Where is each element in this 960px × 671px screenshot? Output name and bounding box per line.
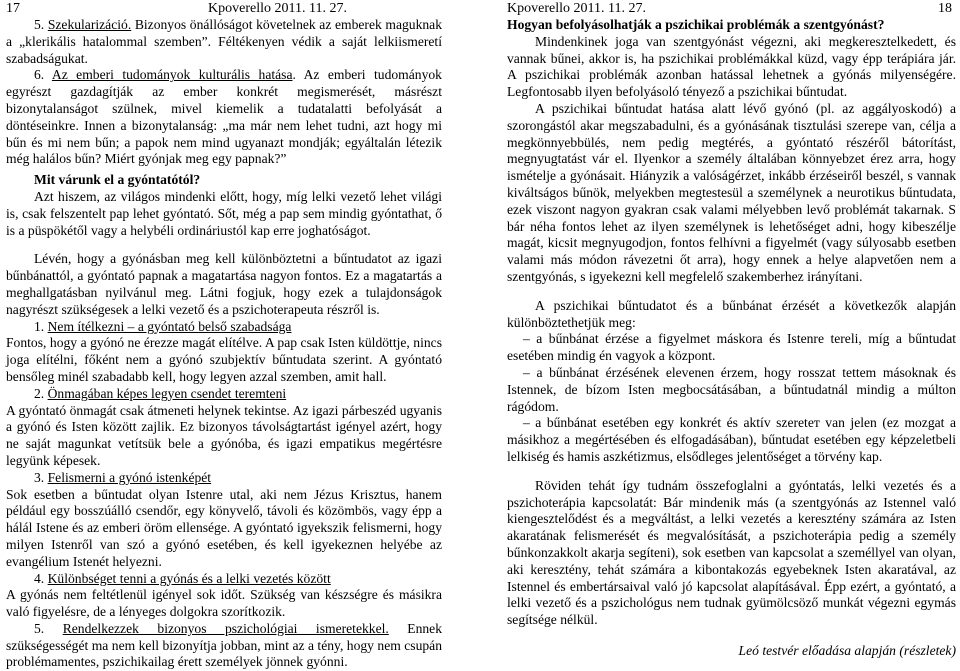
list-item: – a bűnbánat esetében egy konkrét és aktív szereteт van jelen (ez mozgat a másikhoz a megértésében és elfogadásában), bűntudat esetében egy képzeletbeli lelkiség és hamis aszkétizmus, elsődleges jelentőséget a törvény kap.: [507, 415, 956, 464]
signature: Leó testvér előadása alapján (részletek): [738, 642, 956, 658]
article-title: Hogyan befolyásolhatják a pszichikai problémák a szentgyónást?: [507, 17, 885, 32]
item-text-1: Fontos, hogy a gyónó ne érezze magát elítélve. A pap csak Isten küldöttje, nincs joga elítélni, főként nem a gyónó szubjektív bűntudata szerint. A gyóntató bensőleg minél szabadabb kell, hogy legyen azzal szemben, amit hall.: [6, 335, 442, 384]
heading-human-sciences: Az emberi tudományok kulturális hatása: [51, 67, 293, 83]
paragraph-secularization: 5. Szekularizáció. Bizonyos önállóságot követelnek az emberek maguknak a „klerikális hatalommal szemben”. Féltékenyen védik a saját lelkiismeretí szabadságukat.: [6, 17, 442, 66]
paragraph-confessor: Azt hiszem, az világos mindenki előtt, hogy, míg lelki vezető lehet világi is, csak felszentelt pap lehet gyóntató. Sőt, még a pap sem mindig gyóntathat, ő is a püspökétől vagy a helybéli ordináriustól kap erre joghatóságot.: [6, 188, 442, 238]
left-page: [0, 0, 450, 670]
header-title: Kpoverello 2011. 11. 27.: [208, 1, 347, 16]
right-page: [503, 0, 960, 658]
page-number: 18: [938, 1, 952, 16]
item-text-4: A gyónás nem feltétlenül igényel sok időt. Szükség van készségre és másikra való figyelésre, de a lényeges dolgokra szorítkozik.: [6, 587, 442, 620]
list-item: – a bűnbánat érzése a figyelmet máskora és Istenre tereli, míg a bűntudat esetében mindig én vagyok a központ.: [507, 331, 956, 364]
page-header-left: [6, 0, 442, 17]
paragraph-summary: Röviden tehát így tudnám összefoglalni a gyóntatás, lelki vezetés és a pszichoterápia kapcsolatát: Bár mindenik más (a szentgyónás az Istennel való kiengesztelődést és a megváltást, a lelki vezetés a keresztény számára az Isten akaratának felismerését és megvalósítását, a pszichoterápia pedig a személy bűnkonzakkolt akarja segíteni), sok esetben van kapcsolat a személlyel van olyan, aki keresztény, tehát számára a kibontakozás egyebeknek Isten akaratával, az Istennel és embertársaival való jó kapcsolat alapításával. Épp ezért, a gyóntató, a lelki vezető és a pszichológus nem tudnak gyümölcsöző munkát végezni egymás segítsége nélkül.: [507, 477, 956, 628]
heading-secularization: Szekularizáció.: [47, 17, 132, 32]
paragraph-human-sciences: 6. Az emberi tudományok kulturális hatása. Az emberi tudományok egyrészt gazdagítják az ember konkrét megismerését, másrészt bizonytalanságot szülnek, mivel kiemelik a tudatalatti befolyását a döntéseinkre. Innen a bizonytalanság: „ma már nem lehet tudni, azt hogy mi bűn és mi nem bűn; a papok nem mind ugyanazt mondják; egyáltalán létezik még halálos bűn? Miért gyónjak meg egy papnak?”: [6, 67, 442, 167]
item-5: 5. Rendelkezzek bizonyos pszichológiai ismeretekkel. Ennek szükségességét ma nem kell bizonyítja jobban, mint az a tény, hogy nem csupán problémamentes, pszichikailag érett személyek jönnek gyónni.: [6, 620, 442, 670]
paragraph-distinguish: A pszichikai bűntudatot és a bűnbánat érzését a következők alapján különböztethetjük meg:: [507, 297, 956, 330]
page-number: 17: [6, 1, 20, 16]
item-heading-3: 3. Felismerni a gyónó istenképét: [34, 469, 212, 485]
list-item: – a bűnbánat érzésének elevenen érzem, hogy rosszat tettem másoknak és Istennek, de bízom Isten megbocsátásában, a bűntudatnál mindig a múlton rágódom.: [507, 364, 956, 414]
paragraph-intro: Mindenkinek joga van szentgyónást végezni, aki megkeresztelkedett, és vannak bűnei, akkor is, ha pszichikai problémákkal küzd, vagy épp terápiára jár. A pszichikai problémák azonban hatással lehetnek a gyónás milyenségére. Legfontosabb ilyen befolyásoló tényező a pszichikai bűntudat.: [507, 33, 956, 100]
item-heading-1: 1. Nem ítélkezni – a gyóntató belső szabadsága: [34, 318, 292, 334]
item-text-3: Sok esetben a bűntudat olyan Istenre utal, aki nem Jézus Krisztus, hanem például egy bosszúálló csendőr, egy könyvelő, távoli és közömbös, vagy épp a hálál Istene és az emberi öröm ellensége. A gyóntató igyekszik felismerni, hogy milyen Istenről van szó a gyónó esetében, és kell igyekeznen helyébe az evangélium Istenét helyezni.: [6, 486, 442, 569]
item-heading-5: Rendelkezzek bizonyos pszichológiai ismeretekkel.: [62, 620, 389, 636]
item-heading-2: 2. Önmagában képes legyen csendet teremteni: [34, 385, 287, 401]
page-header-right: [507, 0, 956, 17]
paragraph-psychic-guilt: A pszichikai bűntudat hatása alatt lévő gyónó (pl. az aggályoskodó) a szorongástól akar megszabadulni, és a gyónásának tisztulási szerepe van, célja a megkönnyebbülés, nem pedig megtérés, a gyóntató részéről bátorítást, megnyugtatást vár el. Ilyenkor a személy általában könnyebzet érez arra, hogy ismételje a gyónásait. Hiányzik a valóságérzet, inkább érzéseiről beszél, s vannak kiváltságos bűnök, melyekben megtestesül a személynek a neurotikus bűntudata, ezek viszont nagyon gyakran csak valami mélyebben levő problémát takarnak. S bár néha fontos lehet az ilyen személynek is lehetőséget adni, hogy kibeszélje magát, kicsit megnyugodjon, fontos felhívni a figyelmét (vagy súlyosabb esetben valami más módon rávezetni őt arra), hogy ennek a helye alapvetően nem a szentgyónás, s igyekezni kell megfelelő szakemberhez irányítani.: [507, 100, 956, 284]
item-text-2: A gyóntató önmagát csak átmeneti helynek tekintse. Az igazi párbeszéd ugyanis a gyónó és Isten között zajlik. Ez bizonyos távolságtartást igényel azért, hogy ne saját magunkat vetítsük bele a gyónóba, és igazi empatikus megértésre legyünk képesek.: [6, 402, 442, 468]
section-title: Mit várunk el a gyóntatótól?: [34, 172, 201, 188]
paragraph-attitude: Lévén, hogy a gyónásban meg kell különböztetni a bűntudatot az igazi bűnbánattól, a gyóntató papnak a magatartása nagyon fontos. Ez a magatartás a meghallgatásban nyilvánul meg. Látni fogjuk, hogy ezek a tulajdonságok nagyrészt szükségesek a lelki vezető és a pszichoterapeuta részről is.: [6, 251, 442, 317]
header-title: Kpoverello 2011. 11. 27.: [507, 1, 646, 16]
item-heading-4: 4. Különbséget tenni a gyónás és a lelki vezetés között: [34, 570, 331, 586]
